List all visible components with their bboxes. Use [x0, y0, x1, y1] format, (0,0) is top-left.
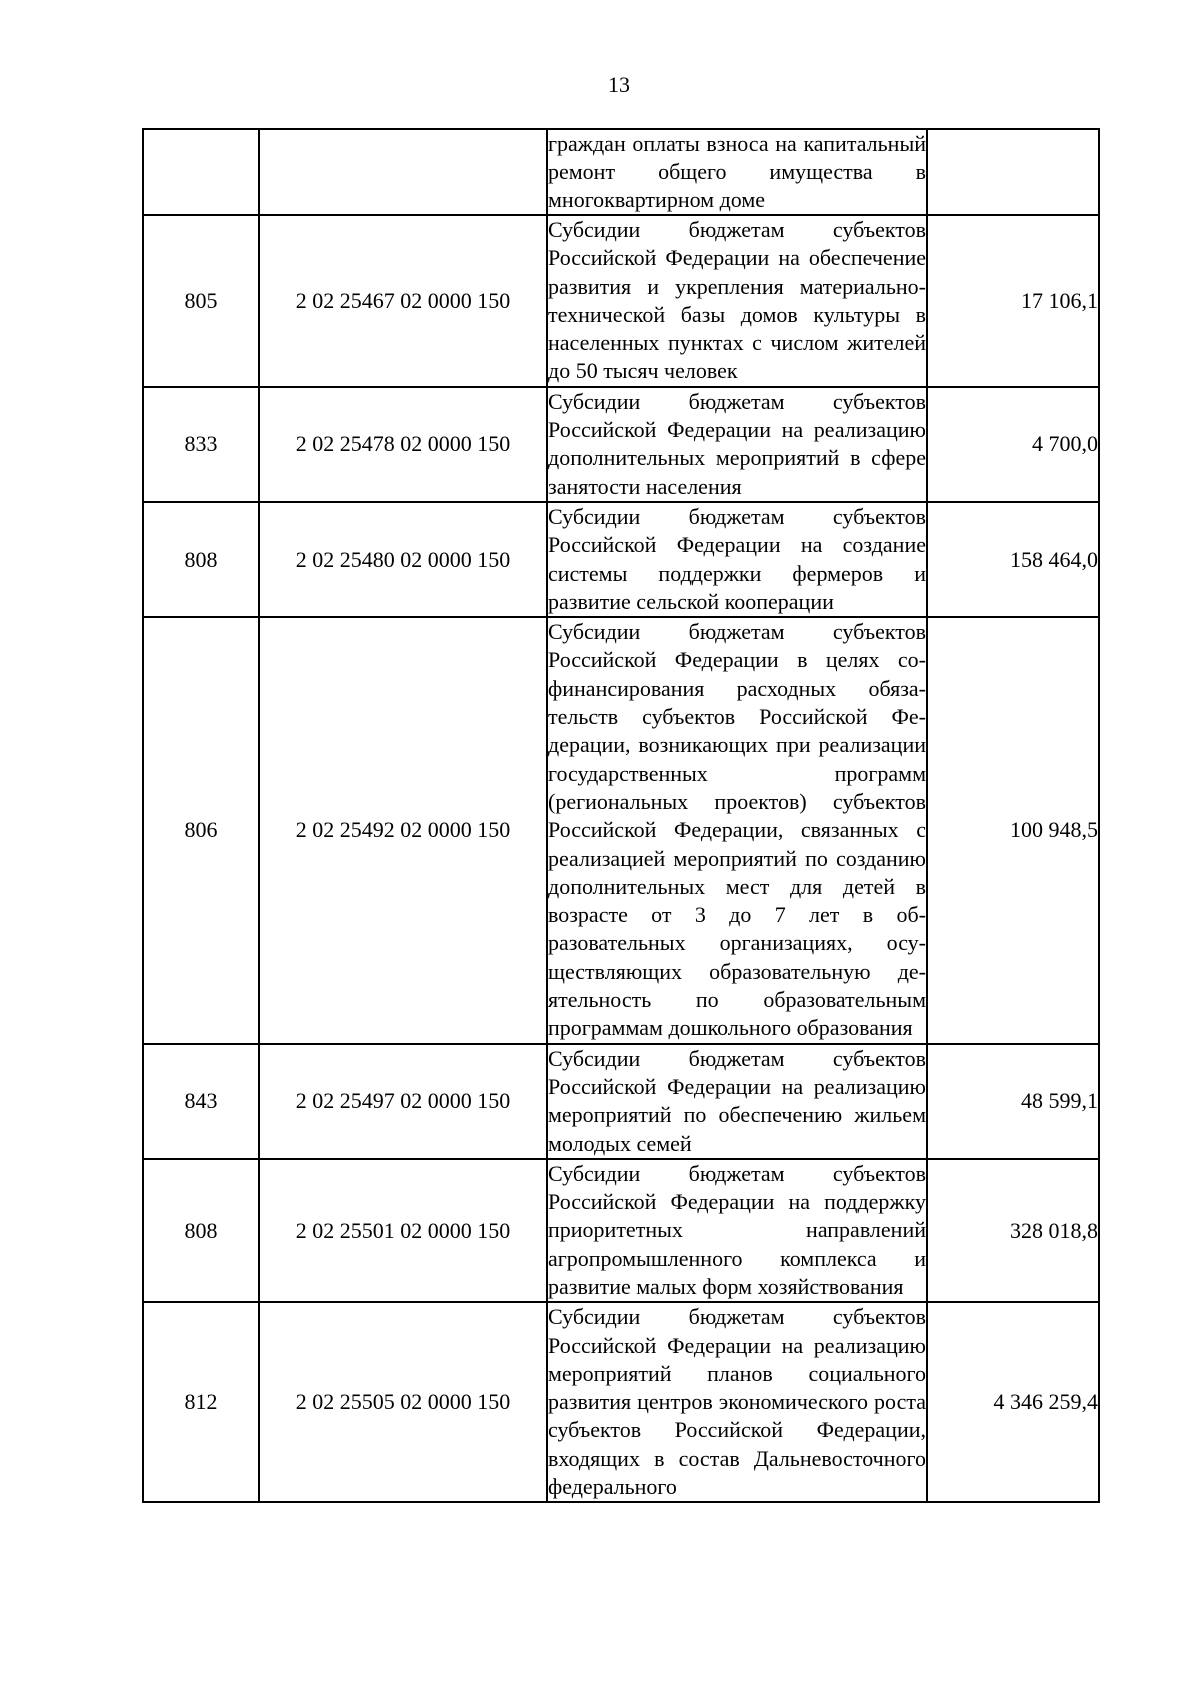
amount-cell: 158 464,0: [927, 502, 1099, 617]
admin-code-cell: 812: [143, 1302, 259, 1502]
amount-cell: 17 106,1: [927, 215, 1099, 387]
amount-cell: 4 346 259,4: [927, 1302, 1099, 1502]
table-row: [143, 502, 1099, 617]
admin-code-cell: 808: [143, 502, 259, 617]
admin-code-cell: [143, 129, 259, 215]
admin-code-cell: 833: [143, 387, 259, 502]
table-row: [143, 1044, 1099, 1159]
income-name-cell: Субсидии бюджетам субъектов Российской Федерации на реализацию дополнительных мероприятий в сфере занятости населения: [547, 387, 927, 502]
amount-cell: 328 018,8: [927, 1159, 1099, 1302]
table-row: [143, 617, 1099, 1043]
table-row: [143, 215, 1099, 387]
page-number: 13: [608, 72, 630, 97]
budget-code-cell: 2 02 25501 02 0000 150: [259, 1159, 547, 1302]
income-name-cell: Субсидии бюджетам субъектов Российской Федерации на поддержку приоритетных направлений агропромышленного комплекса и развитие малых форм хозяйствования: [547, 1159, 927, 1302]
amount-cell: 4 700,0: [927, 387, 1099, 502]
income-name-cell: Субсидии бюджетам субъектов Российской Федерации на реализацию мероприятий планов социального развития центров экономического роста субъектов Российской Федерации, входящих в состав Дальневосточного федерального: [547, 1302, 927, 1502]
budget-code-cell: 2 02 25467 02 0000 150: [259, 215, 547, 387]
budget-code-cell: 2 02 25505 02 0000 150: [259, 1302, 547, 1502]
revenue-table: [142, 128, 1100, 1503]
amount-cell: [927, 129, 1099, 215]
budget-code-cell: [259, 129, 547, 215]
table-row: [143, 387, 1099, 502]
budget-code-cell: 2 02 25492 02 0000 150: [259, 617, 547, 1043]
income-name-cell: Субсидии бюджетам субъектов Российской Федерации на создание системы поддержки фермеров и развитие сельской кооперации: [547, 502, 927, 617]
table-row: [143, 1302, 1099, 1502]
admin-code-cell: 806: [143, 617, 259, 1043]
admin-code-cell: 808: [143, 1159, 259, 1302]
amount-cell: 100 948,5: [927, 617, 1099, 1043]
income-name-cell: Субсидии бюджетам субъектов Российской Федерации на реализацию мероприятий по обеспечению жильем молодых семей: [547, 1044, 927, 1159]
budget-code-cell: 2 02 25478 02 0000 150: [259, 387, 547, 502]
income-name-cell: Субсидии бюджетам субъектов Российской Федерации на обеспечение развития и укрепления материально-технической базы домов культуры в населенных пунктах с числом жителей до 50 тысяч человек: [547, 215, 927, 387]
admin-code-cell: 805: [143, 215, 259, 387]
income-name-cell: граждан оплаты взноса на капитальный ремонт общего имущества в многоквартирном доме: [547, 129, 927, 215]
budget-code-cell: 2 02 25480 02 0000 150: [259, 502, 547, 617]
amount-cell: 48 599,1: [927, 1044, 1099, 1159]
income-name-cell: Субсидии бюджетам субъектов Российской Федерации в целях софинансирования расходных обязательств субъектов Российской Федерации, возникающих при реализации государственных программ (региональных проектов) субъектов Российской Федерации, связанных с реализацией мероприятий по созданию дополнительных мест для детей в возрасте от 3 до 7 лет в образовательных организациях, осуществляющих образовательную деятельность по образовательным программам дошкольного образования: [547, 617, 927, 1043]
admin-code-cell: 843: [143, 1044, 259, 1159]
table-row: [143, 129, 1099, 215]
budget-code-cell: 2 02 25497 02 0000 150: [259, 1044, 547, 1159]
table-row: [143, 1159, 1099, 1302]
